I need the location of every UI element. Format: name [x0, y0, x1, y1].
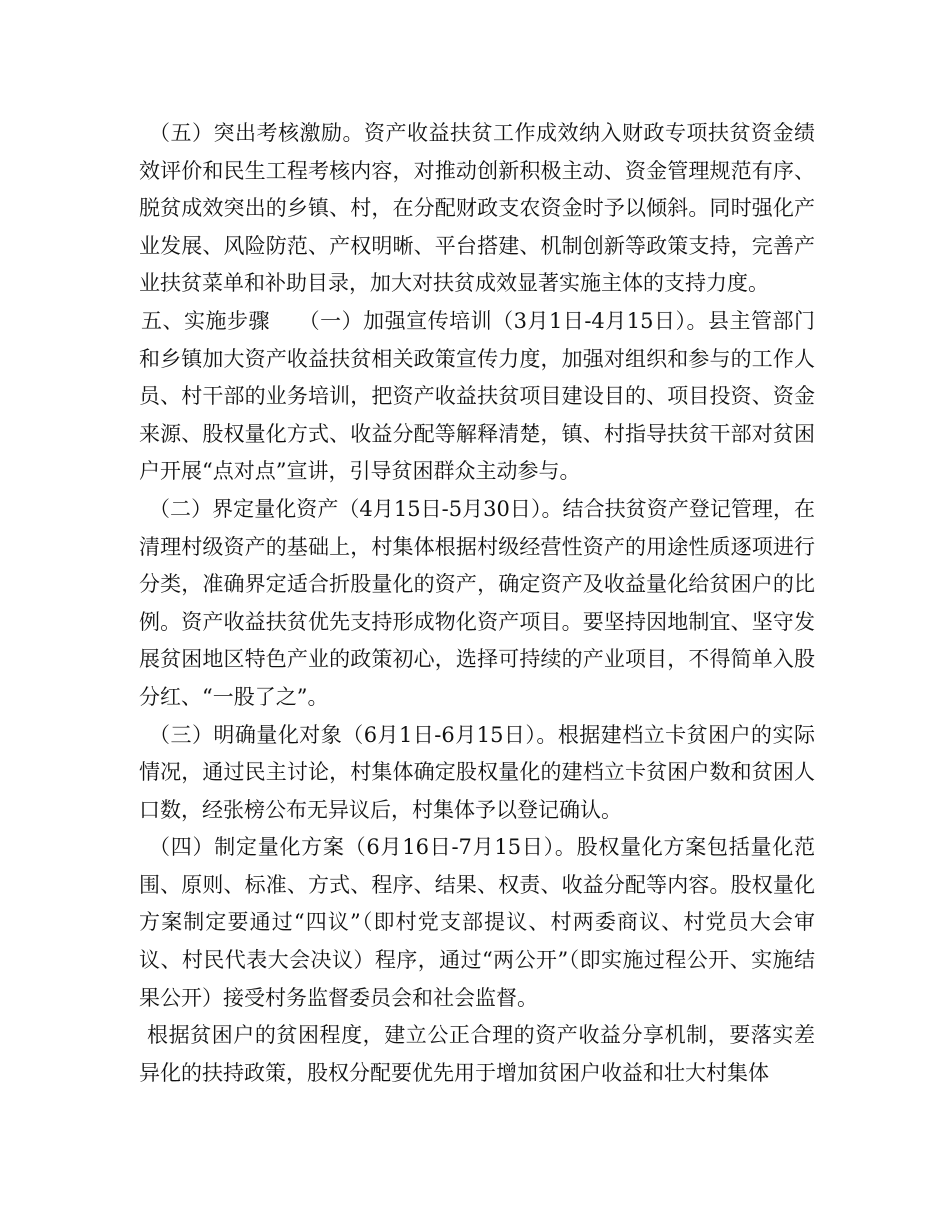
paragraph-benefit-sharing: 根据贫困户的贫困程度，建立公正合理的资产收益分享机制，要落实差异化的扶持政策，股权分配要优先用于增加贫困户收益和壮大村集体	[139, 1023, 815, 1085]
paragraph-define-quantify-assets: （二）界定量化资产（4月15日-5月30日）。结合扶贫资产登记管理，在清理村级资产的基础上，村集体根据村级经营性资产的用途性质逐项进行分类，准确界定适合折股量化的资产，确定资产及收益量化给贫困户的比例。资产收益扶贫优先支持形成物化资产项目。要坚持因地制宜、坚守发展贫困地区特色产业的政策初心，选择可持续的产业项目，不得简单入股分红、“一股了之”。	[139, 496, 815, 709]
paragraph-formulate-quantify-plan: （四）制定量化方案（6月16日-7月15日）。股权量化方案包括量化范围、原则、标准、方式、程序、结果、权责、收益分配等内容。股权量化方案制定要通过“四议”（即村党支部提议、村两委商议、村党员大会审议、村民代表大会决议）程序，通过“两公开”（即实施过程公开、实施结果公开）接受村务监督委员会和社会监督。	[139, 835, 815, 1010]
paragraph-clarify-quantify-targets: （三）明确量化对象（6月1日-6月15日）。根据建档立卡贫困户的实际情况，通过民主讨论，村集体确定股权量化的建档立卡贫困户数和贫困人口数，经张榜公布无异议后，村集体予以登记确认。	[139, 722, 815, 822]
paragraph-assessment-incentive: （五）突出考核激励。资产收益扶贫工作成效纳入财政专项扶贫资金绩效评价和民生工程考核内容，对推动创新积极主动、资金管理规范有序、脱贫成效突出的乡镇、村，在分配财政支农资金时予以倾斜。同时强化产业发展、风险防范、产权明晰、平台搭建、机制创新等政策支持，完善产业扶贫菜单和补助目录，加大对扶贫成效显著实施主体的支持力度。	[139, 121, 815, 296]
document-body	[139, 115, 815, 1092]
paragraph-implementation-steps: 五、实施步骤 （一）加强宣传培训（3月1日-4月15日）。县主管部门和乡镇加大资产收益扶贫相关政策宣传力度，加强对组织和参与的工作人员、村干部的业务培训，把资产收益扶贫项目建设目的、项目投资、资金来源、股权量化方式、收益分配等解释清楚，镇、村指导扶贫干部对贫困户开展“点对点”宣讲，引导贫困群众主动参与。	[139, 308, 815, 484]
